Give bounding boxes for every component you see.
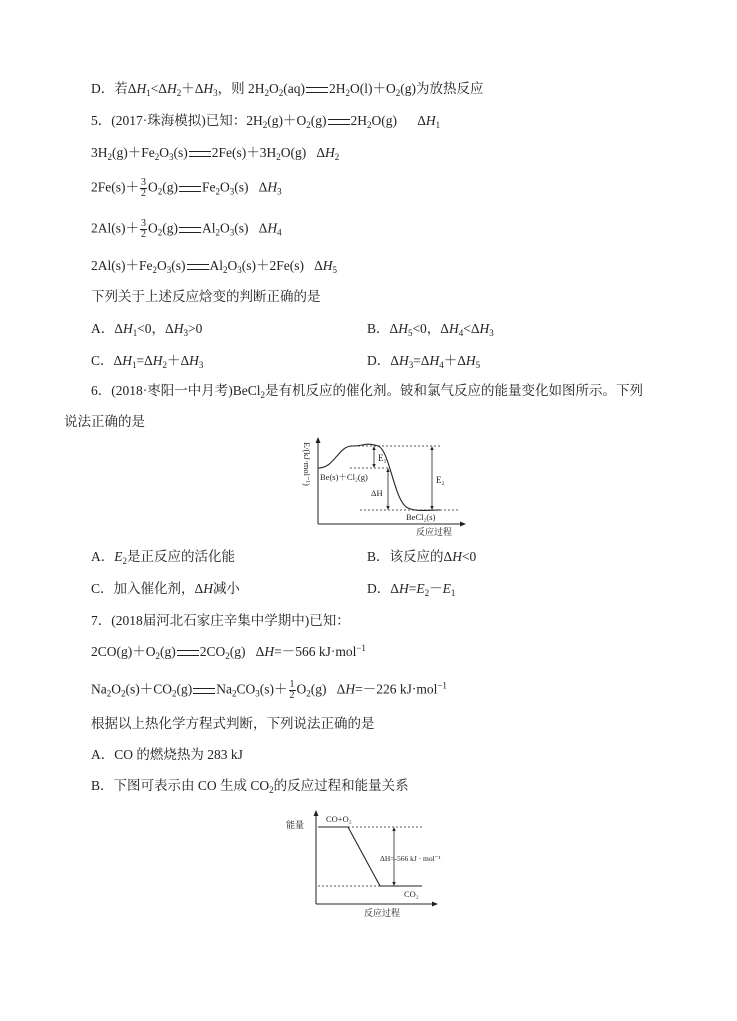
q6-head: 6．(2018·枣阳一中月考)BeCl$_2$是有机反应的催化剂。铍和氯气反应的能量变化如图所示。下列 xyxy=(91,383,643,400)
q5-reaction-3: 2Fe(s)＋ $\frac{3}{2}$ $O_2(g)$ $Fe_2O_3(s)$ $\Delta H_3$ xyxy=(91,177,282,199)
q5-option-c: C．$\Delta H_1=\Delta H_2+\Delta H_3$ xyxy=(91,353,204,370)
q6-option-b: B．该反应的ΔH<0 xyxy=(367,549,477,564)
q6-option-c: C．加入催化剂，ΔH减小 xyxy=(91,581,240,596)
q5-option-b: B．$\Delta H_5<0$，$\Delta H_4<\Delta H_3$ xyxy=(367,321,494,338)
q6-ylabel: E/(kJ·mol⁻¹) xyxy=(302,442,312,486)
q7-option-b: B．下图可表示由 CO 生成 $CO_2$的反应过程和能量关系 xyxy=(91,778,409,795)
q6-head-2: 说法正确的是 xyxy=(64,414,145,429)
q5-question: 下列关于上述反应焓变的判断正确的是 xyxy=(91,289,321,304)
q7-reaction-1: $2CO(g)+O_2(g)$ $2CO_2(g)$ ΔH=－566 kJ·mol$^{-1}$ xyxy=(91,643,366,661)
q7-option-a: A．CO 的燃烧热为 283 kJ xyxy=(91,747,243,762)
q6-e1-label: E₁ xyxy=(378,453,387,463)
q6-dh-label: ΔH xyxy=(371,488,383,498)
q6-e2-label: E₂ xyxy=(436,475,445,485)
q7-dh-label: ΔH=-566 kJ · mol⁻¹ xyxy=(380,854,441,863)
q6-option-d: D．$\Delta H=E_2-E_1$ xyxy=(367,581,456,598)
q5-reaction-4: 2Al(s)＋ $\frac{3}{2}$ $O_2(g)$ $Al_2O_3(s)$ $\Delta H_4$ xyxy=(91,218,282,240)
q5-reaction-5: $2Al(s)+Fe_2O_3(s)$ $Al_2O_3(s)+2Fe(s)$ $\Delta H_5$ xyxy=(91,258,338,275)
q6-xlabel: 反应过程 xyxy=(416,527,453,537)
q6-option-a: A．$E_2$是正反应的活化能 xyxy=(91,549,235,566)
q4-option-d: D．若$\Delta H_1<\Delta H_2+\Delta H_3$，则 $2H_2O_2(aq)$ $2H_2O(l)+O_2(g)$为放热反应 xyxy=(91,81,484,98)
q5-option-d: D．$\Delta H_3=\Delta H_4+\Delta H_5$ xyxy=(367,353,481,370)
q5-option-a: A．$\Delta H_1<0$，$\Delta H_3>0$ xyxy=(91,321,203,338)
q5-head: 5．(2017·珠海模拟)已知：$2H_2(g)+O_2(g)$ $2H_2O(g)$ $\Delta H_1$ xyxy=(91,113,441,130)
q7-reaction-2: $Na_2O_2(s)+CO_2(g)$ $Na_2CO_3(s)+$ $\frac{1}{2}$ $O_2(g)$ ΔH=－226 kJ·mol$^{-1}$ xyxy=(91,679,447,701)
q6-energy-diagram xyxy=(290,436,470,540)
q7-bottom-label: CO₂ xyxy=(404,889,419,899)
q6-reactant-label: Be(s)＋Cl₂(g) xyxy=(320,472,368,482)
q7-head: 7．(2018届河北石家庄辛集中学期中)已知： xyxy=(91,613,350,628)
q7-top-label: CO+O₂ xyxy=(326,814,352,824)
q6-product-label: BeCl₂(s) xyxy=(406,512,436,522)
q7-ylabel: 能量 xyxy=(286,820,305,830)
q7-energy-diagram xyxy=(284,808,444,920)
q7-question: 根据以上热化学方程式判断，下列说法正确的是 xyxy=(91,716,375,731)
q7-xlabel: 反应过程 xyxy=(364,908,401,918)
q5-reaction-2: $3H_2(g)+Fe_2O_3(s)$ $2Fe(s)+3H_2O(g)$ $\Delta H_2$ xyxy=(91,145,340,162)
